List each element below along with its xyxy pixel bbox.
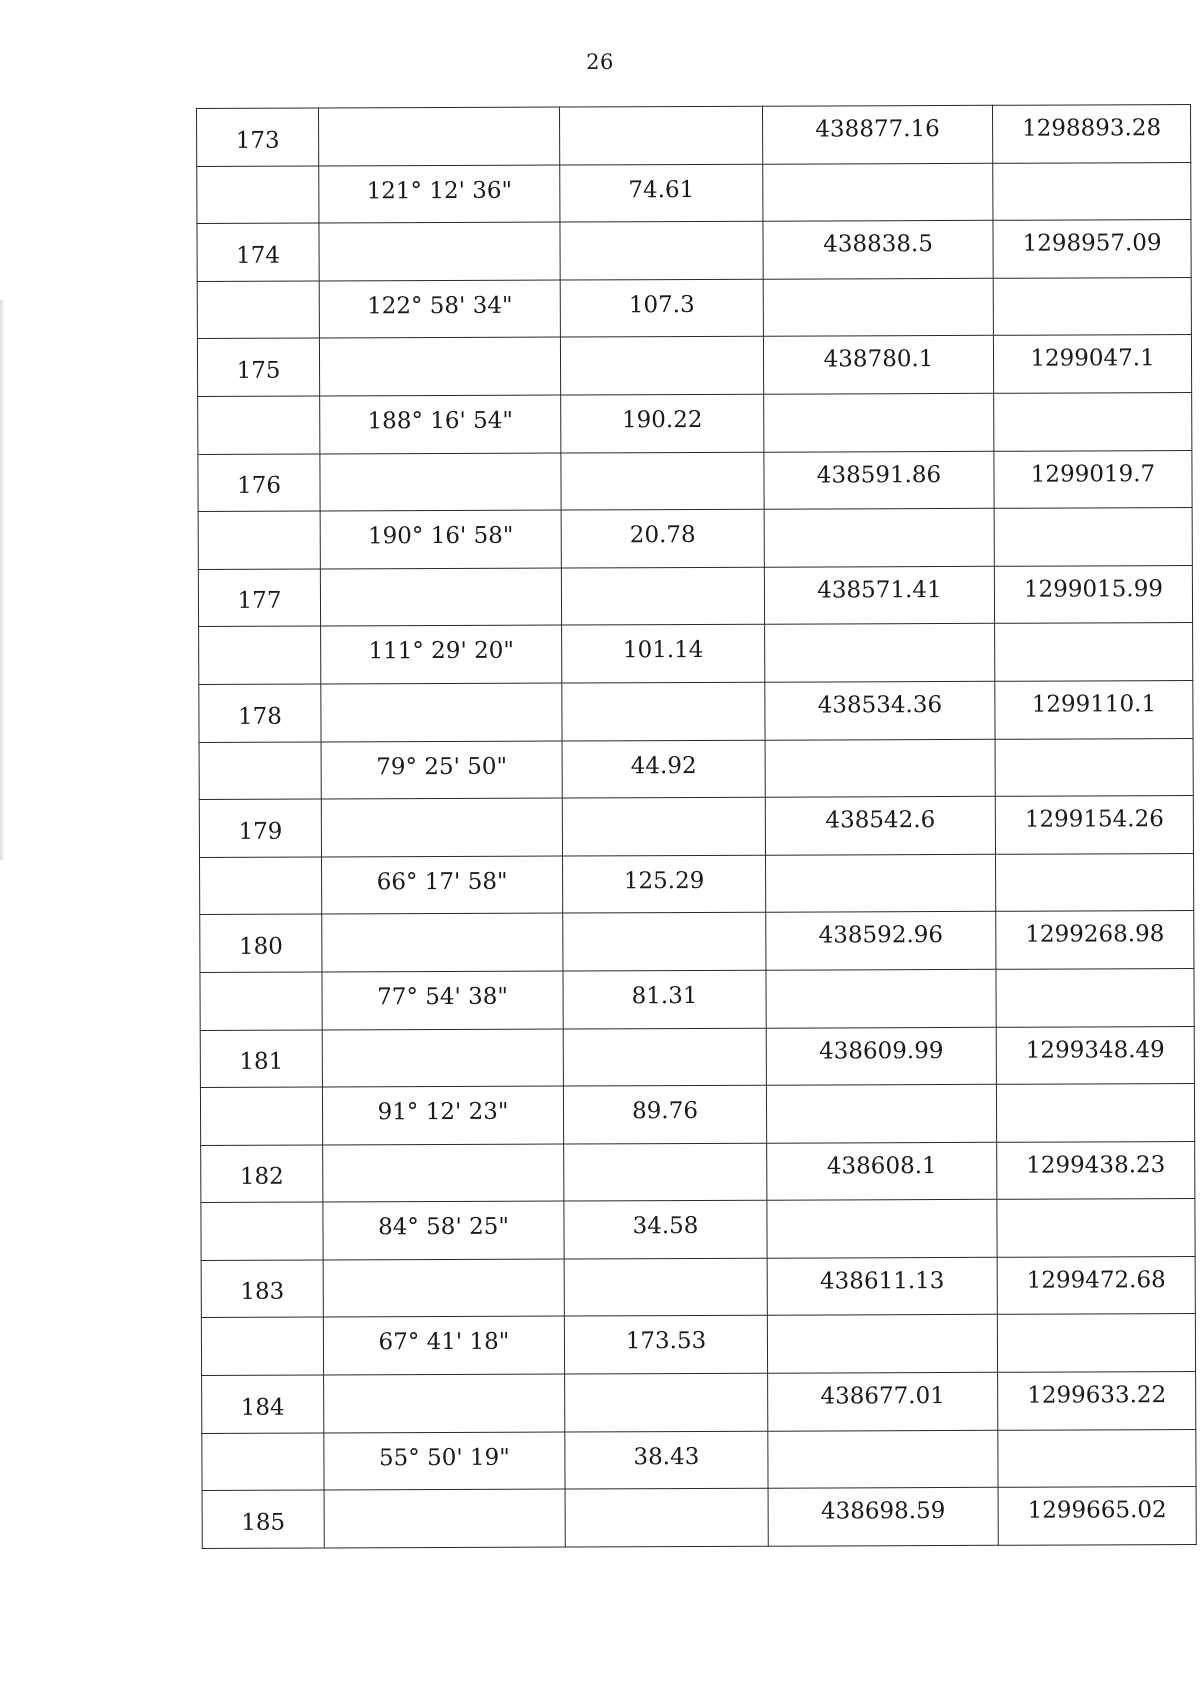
bearing-cell: 79° 25' 50" [321, 741, 562, 800]
northing-cell [996, 853, 1194, 911]
table-row-leg [197, 162, 1191, 224]
bearing-cell [320, 568, 561, 627]
bearing-cell [322, 1029, 563, 1088]
station-cell [199, 626, 321, 684]
northing-cell: 1299047.1 [993, 335, 1191, 393]
easting-cell: 438780.1 [763, 336, 993, 395]
northing-cell [994, 508, 1192, 566]
northing-cell: 1299633.22 [998, 1372, 1196, 1430]
station-cell: 179 [199, 799, 321, 857]
easting-cell: 438611.13 [767, 1257, 997, 1316]
bearing-cell: 121° 12' 36" [319, 165, 560, 224]
distance-cell: 173.53 [564, 1316, 767, 1374]
table-row-point [200, 1026, 1194, 1088]
bearing-cell: 111° 29' 20" [321, 625, 562, 684]
distance-cell [560, 337, 763, 395]
northing-cell [997, 1199, 1195, 1257]
northing-cell [996, 1084, 1194, 1142]
distance-cell: 190.22 [561, 394, 764, 452]
easting-cell [767, 1315, 997, 1374]
table-row-point [199, 796, 1193, 858]
bearing-cell: 190° 16' 58" [320, 510, 561, 569]
distance-cell: 44.92 [562, 740, 765, 798]
easting-cell [766, 969, 996, 1028]
distance-cell: 101.14 [562, 625, 765, 683]
bearing-cell [323, 1144, 564, 1203]
station-cell [198, 396, 320, 454]
station-cell: 184 [202, 1375, 324, 1433]
easting-cell [768, 1430, 998, 1489]
bearing-cell: 84° 58' 25" [323, 1201, 564, 1260]
table-row-leg [198, 508, 1192, 570]
station-cell [197, 166, 319, 224]
table-row-point [197, 220, 1191, 282]
easting-cell: 438534.36 [765, 681, 995, 740]
distance-cell [561, 452, 764, 510]
easting-cell: 438542.6 [765, 796, 995, 855]
northing-cell [994, 392, 1192, 450]
bearing-cell: 91° 12' 23" [322, 1086, 563, 1145]
northing-cell [998, 1429, 1196, 1487]
table-row-point [201, 1256, 1195, 1318]
northing-cell: 1298957.09 [993, 220, 1191, 278]
table-row-point [202, 1487, 1196, 1549]
distance-cell [560, 221, 763, 279]
easting-cell: 438677.01 [768, 1372, 998, 1431]
northing-cell: 1299472.68 [997, 1256, 1195, 1314]
distance-cell: 20.78 [561, 509, 764, 567]
northing-cell: 1298893.28 [992, 105, 1190, 163]
distance-cell [562, 682, 765, 740]
table-row-leg [198, 392, 1192, 454]
bearing-cell [323, 1259, 564, 1318]
table-row-point [201, 1141, 1195, 1203]
table-row-leg [201, 1314, 1195, 1376]
northing-cell: 1299438.23 [997, 1141, 1195, 1199]
table-row-point [198, 450, 1192, 512]
easting-cell [767, 1200, 997, 1259]
northing-cell [996, 968, 1194, 1026]
bearing-cell [320, 453, 561, 512]
station-cell: 181 [200, 1030, 322, 1088]
easting-cell [765, 739, 995, 798]
station-cell [199, 742, 321, 800]
table-row-leg [200, 968, 1194, 1030]
easting-cell: 438838.5 [763, 220, 993, 279]
station-cell: 185 [202, 1490, 324, 1548]
northing-cell: 1299015.99 [994, 565, 1192, 623]
easting-cell: 438591.86 [764, 451, 994, 510]
station-cell: 178 [199, 684, 321, 742]
northing-cell [993, 277, 1191, 335]
bearing-cell: 66° 17' 58" [322, 856, 563, 915]
station-cell: 175 [197, 338, 319, 396]
northing-cell: 1299665.02 [998, 1487, 1196, 1545]
station-cell: 177 [198, 569, 320, 627]
station-cell: 183 [201, 1260, 323, 1318]
distance-cell [565, 1488, 768, 1546]
table-row-leg [199, 623, 1193, 685]
bearing-cell [324, 1374, 565, 1433]
bearing-cell [324, 1489, 565, 1548]
northing-cell: 1299268.98 [996, 911, 1194, 969]
station-cell [200, 857, 322, 915]
bearing-cell [322, 913, 563, 972]
station-cell [202, 1433, 324, 1491]
station-cell: 182 [201, 1145, 323, 1203]
scan-edge-shadow [0, 300, 5, 860]
easting-cell: 438698.59 [768, 1488, 998, 1547]
survey-table-container [196, 104, 1196, 1549]
distance-cell [561, 567, 764, 625]
table-row-leg [197, 277, 1191, 339]
distance-cell: 89.76 [563, 1085, 766, 1143]
bearing-cell: 122° 58' 34" [319, 280, 560, 339]
easting-cell: 438571.41 [764, 566, 994, 625]
easting-cell [763, 278, 993, 337]
easting-cell [766, 1084, 996, 1143]
distance-cell: 34.58 [564, 1200, 767, 1258]
table-row-leg [202, 1429, 1196, 1491]
station-cell [201, 1202, 323, 1260]
table-row-leg [200, 853, 1194, 915]
distance-cell [562, 797, 765, 855]
station-cell [198, 511, 320, 569]
bearing-cell [321, 683, 562, 742]
easting-cell [763, 163, 993, 222]
easting-cell: 438609.99 [766, 1027, 996, 1086]
bearing-cell [319, 337, 560, 396]
page-number: 26 [586, 50, 614, 74]
station-cell [197, 281, 319, 339]
bearing-cell [321, 798, 562, 857]
station-cell: 174 [197, 223, 319, 281]
bearing-cell [319, 222, 560, 281]
northing-cell [995, 623, 1193, 681]
distance-cell [564, 1143, 767, 1201]
easting-cell: 438608.1 [767, 1142, 997, 1201]
station-cell: 176 [198, 454, 320, 512]
distance-cell: 81.31 [563, 970, 766, 1028]
easting-cell: 438592.96 [766, 912, 996, 971]
station-cell: 173 [197, 108, 319, 166]
bearing-cell [319, 107, 560, 166]
distance-cell [563, 1028, 766, 1086]
northing-cell [995, 738, 1193, 796]
station-cell: 180 [200, 914, 322, 972]
distance-cell: 74.61 [560, 164, 763, 222]
bearing-cell: 55° 50' 19" [324, 1432, 565, 1491]
table-row-leg [201, 1199, 1195, 1261]
easting-cell: 438877.16 [762, 105, 992, 164]
distance-cell [565, 1373, 768, 1431]
northing-cell [997, 1314, 1195, 1372]
northing-cell [993, 162, 1191, 220]
distance-cell [564, 1258, 767, 1316]
easting-cell [765, 624, 995, 683]
table-row-point [202, 1372, 1196, 1434]
table-row-point [199, 680, 1193, 742]
northing-cell: 1299348.49 [996, 1026, 1194, 1084]
table-row-point [198, 565, 1192, 627]
distance-cell: 125.29 [563, 855, 766, 913]
table-row-point [200, 911, 1194, 973]
bearing-cell: 77° 54' 38" [322, 971, 563, 1030]
distance-cell [559, 106, 762, 164]
table-row-point [197, 105, 1191, 167]
station-cell [200, 1087, 322, 1145]
distance-cell: 107.3 [560, 279, 763, 337]
distance-cell: 38.43 [565, 1431, 768, 1489]
northing-cell: 1299019.7 [994, 450, 1192, 508]
distance-cell [563, 913, 766, 971]
survey-table [196, 104, 1197, 1549]
table-row-point [197, 335, 1191, 397]
survey-table-body [197, 105, 1197, 1549]
easting-cell [766, 854, 996, 913]
table-row-leg [199, 738, 1193, 800]
station-cell [200, 972, 322, 1030]
bearing-cell: 67° 41' 18" [323, 1316, 564, 1375]
northing-cell: 1299154.26 [995, 796, 1193, 854]
bearing-cell: 188° 16' 54" [320, 395, 561, 454]
northing-cell: 1299110.1 [995, 680, 1193, 738]
easting-cell [764, 508, 994, 567]
easting-cell [764, 393, 994, 452]
table-row-leg [200, 1084, 1194, 1146]
station-cell [201, 1317, 323, 1375]
